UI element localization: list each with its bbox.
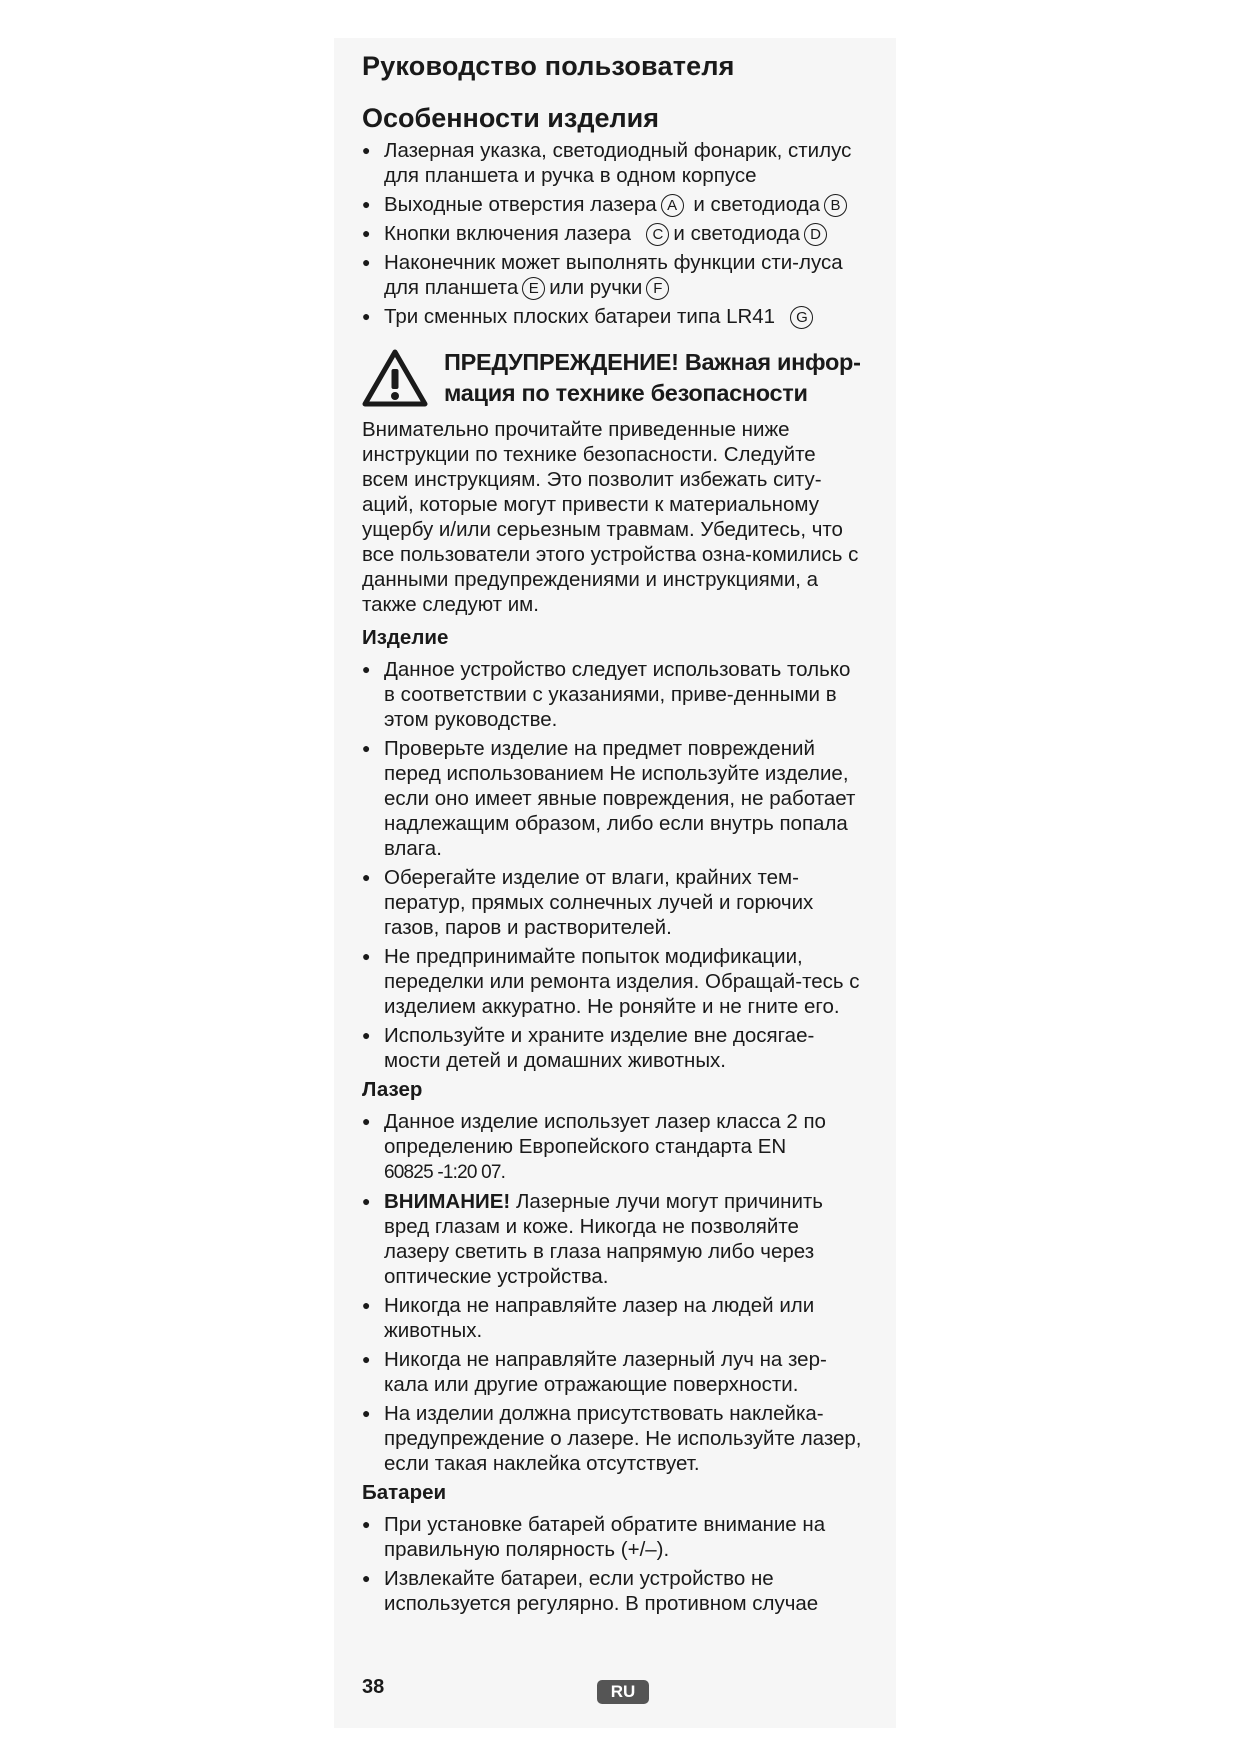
marker-b: B	[824, 194, 847, 217]
batteries-list	[362, 1512, 862, 1616]
list-item: ● Извлекайте батареи, если устройство не используется регулярно. В противном случае	[362, 1566, 862, 1616]
warning-block	[362, 347, 862, 409]
product-list	[362, 657, 862, 1073]
laser-heading: Лазер	[362, 1078, 423, 1102]
list-item: ● При установке батарей обратите внимание на правильную полярность (+/–).	[362, 1512, 862, 1562]
list-item: ● Кнопки включения лазера C и светодиода D	[362, 221, 862, 246]
page-title: Руководство пользователя	[362, 51, 735, 81]
marker-a: A	[661, 194, 684, 217]
marker-g: G	[790, 306, 813, 329]
batteries-heading: Батареи	[362, 1481, 447, 1505]
language-badge: RU	[597, 1680, 649, 1704]
product-heading: Изделие	[362, 626, 449, 650]
features-list	[362, 138, 862, 329]
marker-d: D	[804, 223, 827, 246]
list-item: ● Данное изделие использует лазер класса 2 по определению Европейского стандарта EN 60825 -1:20 07.	[362, 1109, 862, 1185]
list-item: ● Оберегайте изделие от влаги, крайних тем-ператур, прямых солнечных лучей и горючих газов, паров и растворителей.	[362, 865, 862, 940]
marker-e: E	[522, 277, 545, 300]
laser-list	[362, 1109, 862, 1476]
list-item: ● Наконечник может выполнять функции сти-луса для планшета E или ручки F	[362, 250, 862, 300]
list-item: ● Никогда не направляйте лазер на людей или животных.	[362, 1293, 862, 1343]
warning-intro: Внимательно прочитайте приведенные ниже инструкции по технике безопасности. Следуйте всем инструкциям. Это позволит избежать ситу-аций, которые могут привести к материальному ущербу и/или серьезным травмам. Убедитесь, что все пользователи этого устройства озна-комились с данными предупреждениями и инструкциями, а также следуют им.	[362, 418, 859, 617]
warning-title: ПРЕДУПРЕЖДЕНИЕ! Важная инфор-мация по технике безопасности	[444, 349, 861, 407]
list-item: ● Данное устройство следует использовать только в соответствии с указаниями, приве-денными в этом руководстве.	[362, 657, 862, 732]
list-item: ● Три сменных плоских батареи типа LR41 G	[362, 304, 862, 329]
page-number: 38	[362, 1676, 385, 1698]
manual-content	[362, 50, 862, 1620]
list-item: ● ВНИМАНИЕ! Лазерные лучи могут причинить вред глазам и коже. Никогда не позволяйте лазеру светить в глаза напрямую либо через оптические устройства.	[362, 1189, 862, 1289]
list-item: ● На изделии должна присутствовать наклейка-предупреждение о лазере. Не используйте лазер, если такая наклейка отсутствует.	[362, 1401, 862, 1476]
marker-f: F	[646, 277, 669, 300]
list-item: ● Проверьте изделие на предмет повреждений перед использованием Не используйте изделие, если оно имеет явные повреждения, не работает надлежащим образом, либо если внутрь попала влага.	[362, 736, 862, 861]
list-item: ● Используйте и храните изделие вне досягае-мости детей и домашних животных.	[362, 1023, 862, 1073]
features-heading: Особенности изделия	[362, 103, 659, 133]
warning-triangle-icon	[362, 349, 428, 407]
list-item: ● Выходные отверстия лазера A и светодиода B	[362, 192, 862, 217]
marker-c: C	[646, 223, 669, 246]
list-item: ● Никогда не направляйте лазерный луч на зер-кала или другие отражающие поверхности.	[362, 1347, 862, 1397]
list-item: ● Не предпринимайте попыток модификации, переделки или ремонта изделия. Обращай-тесь с изделием аккуратно. Не роняйте и не гните его.	[362, 944, 862, 1019]
list-item: ● Лазерная указка, светодиодный фонарик, стилус для планшета и ручка в одном корпусе	[362, 138, 862, 188]
